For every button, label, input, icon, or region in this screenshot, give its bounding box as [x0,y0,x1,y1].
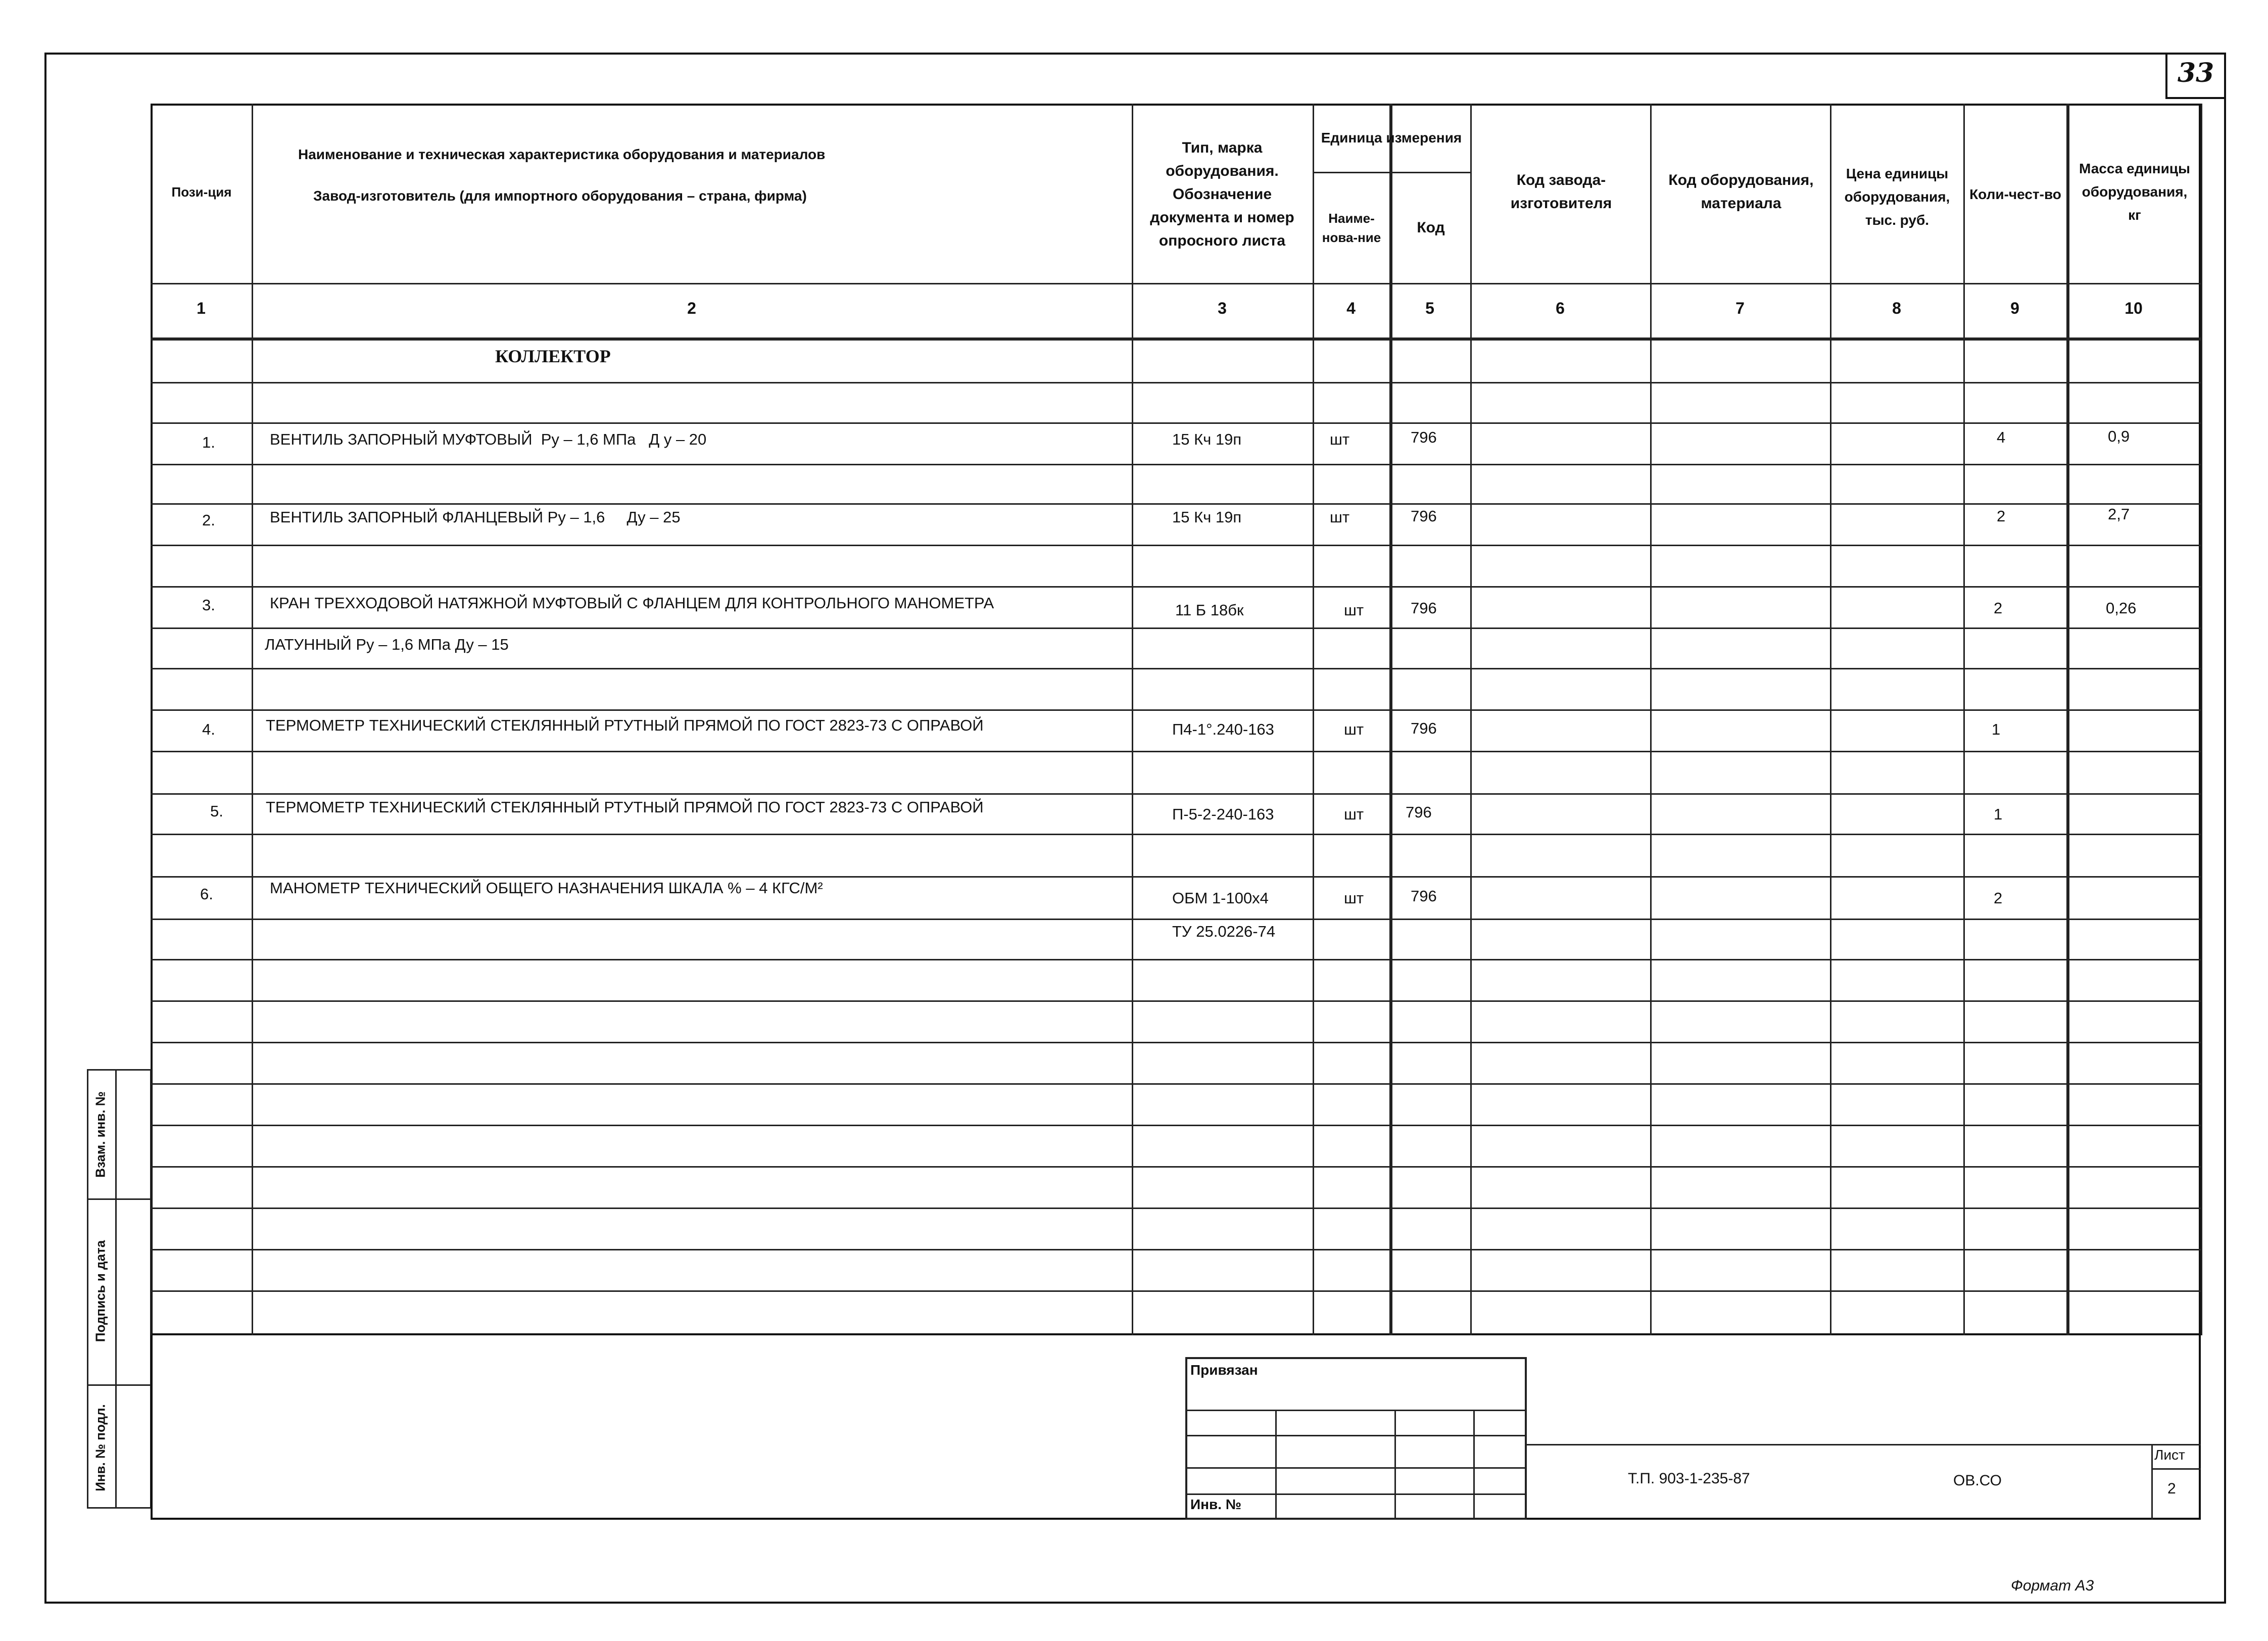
item-2-unit: шт [1330,508,1350,526]
header-col-7: Код оборудования, материала [1668,172,1814,212]
tb-line [2151,1444,2153,1520]
item-6-pos: 6. [200,885,213,903]
header-col-9: Коли-чест-во [1969,186,2061,202]
side-stamp-inv-podl: Инв. № подл. [92,1404,108,1491]
item-3-code: 796 [1411,599,1437,617]
col-divider [1132,104,1133,1335]
colnum-4: 4 [1346,299,1356,317]
col-divider [1830,104,1831,1335]
item-2-name: ВЕНТИЛЬ ЗАПОРНЫЙ ФЛАНЦЕВЫЙ Ру – 1,6 Ду – 25 [270,508,681,526]
doc-code: Т.П. 903-1-235-87 [1628,1470,1750,1487]
sheet-label: Лист [2154,1447,2185,1463]
item-6-code: 796 [1411,887,1437,905]
item-1-name: ВЕНТИЛЬ ЗАПОРНЫЙ МУФТОВЫЙ Ру – 1,6 МПа Д у – 20 [270,430,707,448]
item-1-mass: 0,9 [2108,427,2130,445]
header-col-5: Код [1417,219,1445,236]
item-1-unit: шт [1330,430,1350,448]
tb-line [1275,1410,1277,1520]
header-col-2-line2: Завод-изготовитель (для импортного оборудования – страна, фирма) [313,188,807,204]
doc-mark: ОВ.СО [1953,1472,2002,1489]
section-title: КОЛЛЕКТОР [495,346,611,366]
header-col-6: Код завода-изготовителя [1510,172,1612,212]
col-divider [2066,104,2069,1335]
item-6-name: МАНОМЕТР ТЕХНИЧЕСКИЙ ОБЩЕГО НАЗНАЧЕНИЯ ШКАЛА % – 4 КГС/М² [270,879,823,897]
header-unit-group: Единица измерения [1321,130,1462,146]
header-bottom-line [151,283,2201,284]
side-stamp-divider [87,1198,152,1200]
item-3-name-cont: ЛАТУННЫЙ Ру – 1,6 МПа Ду – 15 [265,636,509,653]
tb-line [2151,1468,2201,1470]
title-block [151,1335,2201,1520]
item-1-type: 15 Кч 19п [1172,430,1242,448]
col-divider [2201,104,2202,1335]
item-4-pos: 4. [202,720,215,738]
item-5-name: ТЕРМОМЕТР ТЕХНИЧЕСКИЙ СТЕКЛЯННЫЙ РТУТНЫЙ ПРЯМОЙ ПО ГОСТ 2823-73 С ОПРАВОЙ [266,798,984,816]
item-3-mass: 0,26 [2106,599,2137,617]
colnum-3: 3 [1218,299,1227,317]
side-stamp-podpis: Подпись и дата [92,1240,108,1342]
colnum-7: 7 [1735,299,1745,317]
tb-line [1185,1467,1527,1469]
item-4-code: 796 [1411,719,1437,737]
item-3-unit: шт [1344,601,1364,619]
item-4-type: П4-1°.240-163 [1172,720,1274,738]
col-divider [1650,104,1652,1335]
header-col-1: Пози-ция [171,184,232,200]
col-divider [1963,104,1965,1335]
item-3-name: КРАН ТРЕХХОДОВОЙ НАТЯЖНОЙ МУФТОВЫЙ С ФЛАНЦЕМ ДЛЯ КОНТРОЛЬНОГО МАНОМЕТРА [270,594,994,612]
tb-line [1185,1410,1527,1411]
tb-line [1185,1435,1527,1436]
side-stamp-divider [87,1384,152,1386]
header-col-2 [263,147,1122,204]
col-divider [1313,104,1314,1335]
item-2-type: 15 Кч 19п [1172,508,1242,526]
item-2-qty: 2 [1997,507,2006,525]
colnum-9: 9 [2010,299,2019,317]
colnum-2: 2 [687,299,696,317]
item-1-qty: 4 [1997,428,2006,446]
tb-line [1394,1410,1396,1520]
privyazan-box [1185,1357,1527,1520]
format-label: Формат А3 [2011,1577,2094,1594]
item-6-type-cont: ТУ 25.0226-74 [1172,923,1276,940]
side-stamp-divider [115,1069,117,1509]
header-col-3: Тип, марка оборудования. Обозначение документа и номер опросного листа [1150,139,1294,249]
item-1-code: 796 [1411,428,1437,446]
inv-no-label: Инв. № [1190,1497,1242,1512]
item-2-pos: 2. [202,511,215,529]
item-4-name: ТЕРМОМЕТР ТЕХНИЧЕСКИЙ СТЕКЛЯННЫЙ РТУТНЫЙ ПРЯМОЙ ПО ГОСТ 2823-73 С ОПРАВОЙ [266,716,984,734]
item-6-type: ОБМ 1-100х4 [1172,889,1269,907]
colnum-8: 8 [1892,299,1901,317]
item-5-code: 796 [1406,803,1432,821]
colnum-10: 10 [2125,299,2143,317]
privyazan-label: Привязан [1190,1362,1258,1378]
page-number: 33 [2177,58,2214,88]
item-2-mass: 2,7 [2108,505,2130,523]
item-5-pos: 5. [210,802,223,820]
item-3-pos: 3. [202,596,215,614]
item-6-unit: шт [1344,889,1364,907]
item-5-unit: шт [1344,805,1364,823]
col-divider [1389,104,1392,1335]
item-3-qty: 2 [1994,599,2003,617]
colnum-6: 6 [1556,299,1565,317]
item-5-qty: 1 [1994,805,2003,823]
colnum-5: 5 [1425,299,1434,317]
col-divider [1470,104,1472,1335]
tb-line [1473,1410,1475,1520]
item-3-type: 11 Б 18бк [1175,601,1244,619]
side-stamp-vzam: Взам. инв. № [92,1091,108,1178]
colnum-1: 1 [197,299,206,317]
item-4-unit: шт [1344,720,1364,738]
header-col-8: Цена единицы оборудования, тыс. руб. [1844,166,1950,228]
header-col-10: Масса единицы оборудования, кг [2079,161,2190,223]
item-1-pos: 1. [202,433,215,451]
sheet-number: 2 [2167,1480,2176,1497]
unit-group-divider [1313,172,1470,173]
colnum-bottom-line [151,337,2201,341]
item-6-qty: 2 [1994,889,2003,907]
col-divider [252,104,253,1335]
item-4-qty: 1 [1992,720,2001,738]
item-2-code: 796 [1411,507,1437,525]
header-col-2-line1: Наименование и техническая характеристика оборудования и материалов [298,147,826,162]
tb-line [1527,1444,2201,1445]
header-col-4: Наиме-нова-ние [1322,211,1381,245]
item-5-type: П-5-2-240-163 [1172,805,1274,823]
tb-line [1185,1493,1527,1495]
